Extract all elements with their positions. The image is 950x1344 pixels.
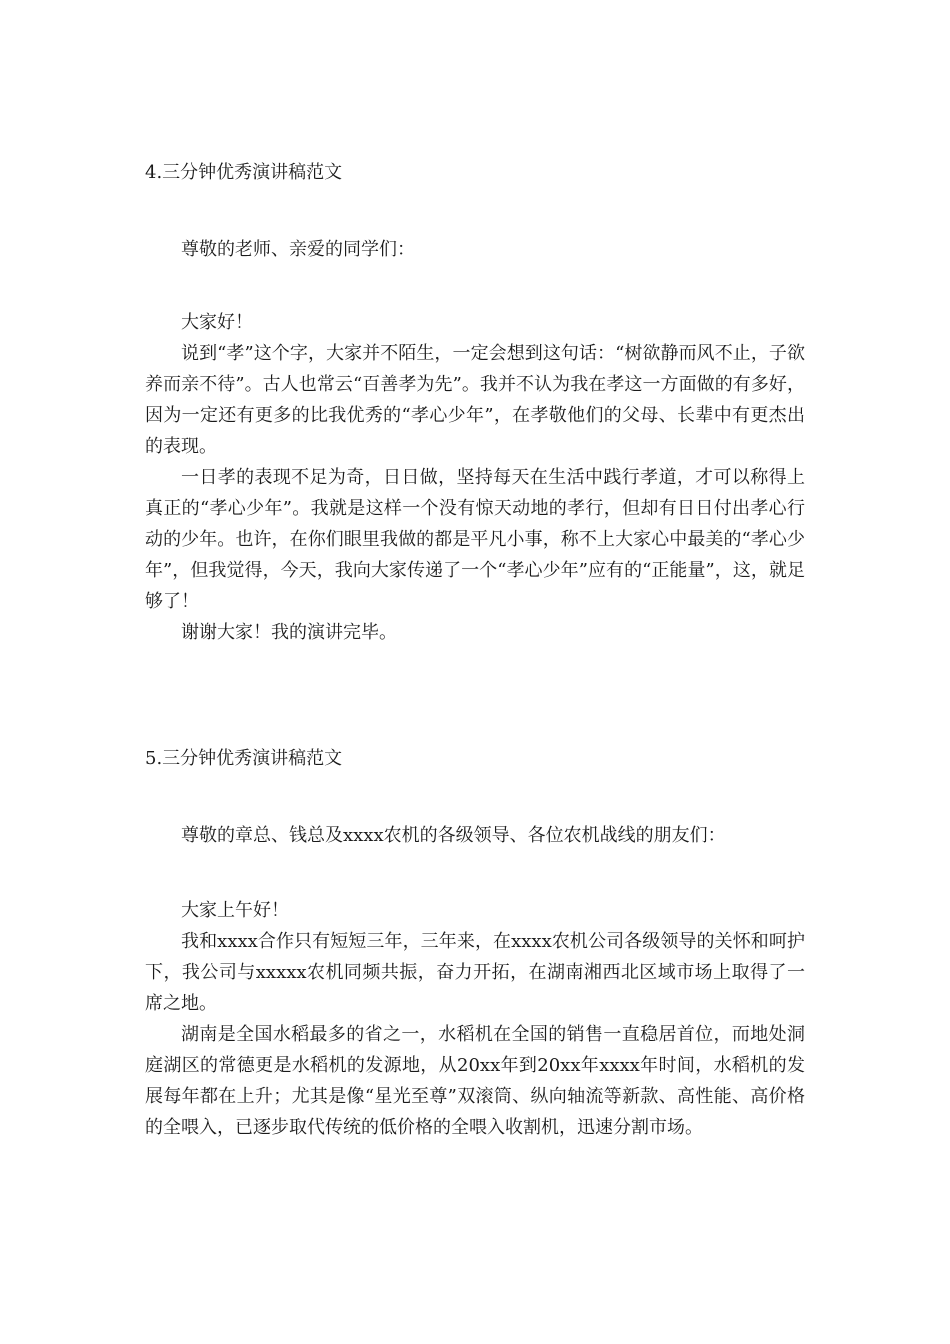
section-4-closing: 谢谢大家！我的演讲完毕。 — [181, 622, 397, 643]
section-5-salutation: 尊敬的章总、钱总及xxxx农机的各级领导、各位农机战线的朋友们： — [181, 825, 726, 846]
section-4-paragraph-2: 一日孝的表现不足为奇，日日做，坚持每天在生活中践行孝道，才可以称得上真正的“孝心少年”。我就是这样一个没有惊天动地的孝行，但却有日日付出孝心行动的少年。也许，在你们眼里我做的都是平凡小事，称不上大家心中最美的“孝心少年”，但我觉得，今天，我向大家传递了一个“孝心少年”应有的“正能量”，这，就足够了！ — [145, 467, 805, 612]
section-4-heading: 4.三分钟优秀演讲稿范文 — [145, 162, 343, 183]
section-4-salutation: 尊敬的老师、亲爱的同学们： — [181, 239, 415, 260]
section-4-paragraph-1: 说到“孝”这个字，大家并不陌生，一定会想到这句话：“树欲静而风不止，子欲养而亲不待”。古人也常云“百善孝为先”。我并不认为我在孝这一方面做的有多好，因为一定还有更多的比我优秀的“孝心少年”，在孝敬他们的父母、长辈中有更杰出的表现。 — [145, 343, 805, 457]
section-5-paragraph-1: 我和xxxx合作只有短短三年，三年来，在xxxx农机公司各级领导的关怀和呵护下，我公司与xxxxx农机同频共振，奋力开拓，在湖南湘西北区域市场上取得了一席之地。 — [145, 931, 805, 1014]
section-4-greeting: 大家好！ — [181, 312, 253, 333]
section-5-paragraph-2: 湖南是全国水稻最多的省之一，水稻机在全国的销售一直稳居首位，而地处洞庭湖区的常德更是水稻机的发源地，从20xx年到20xx年xxxx年时间，水稻机的发展每年都在上升；尤其是像“星光至尊”双滚筒、纵向轴流等新款、高性能、高价格的全喂入，已逐步取代传统的低价格的全喂入收割机，迅速分割市场。 — [145, 1024, 805, 1138]
section-4-body — [145, 307, 805, 648]
section-5-body — [145, 895, 805, 1143]
document-page — [145, 0, 805, 1344]
section-5-heading: 5.三分钟优秀演讲稿范文 — [145, 748, 343, 769]
section-5-greeting: 大家上午好！ — [181, 900, 289, 921]
